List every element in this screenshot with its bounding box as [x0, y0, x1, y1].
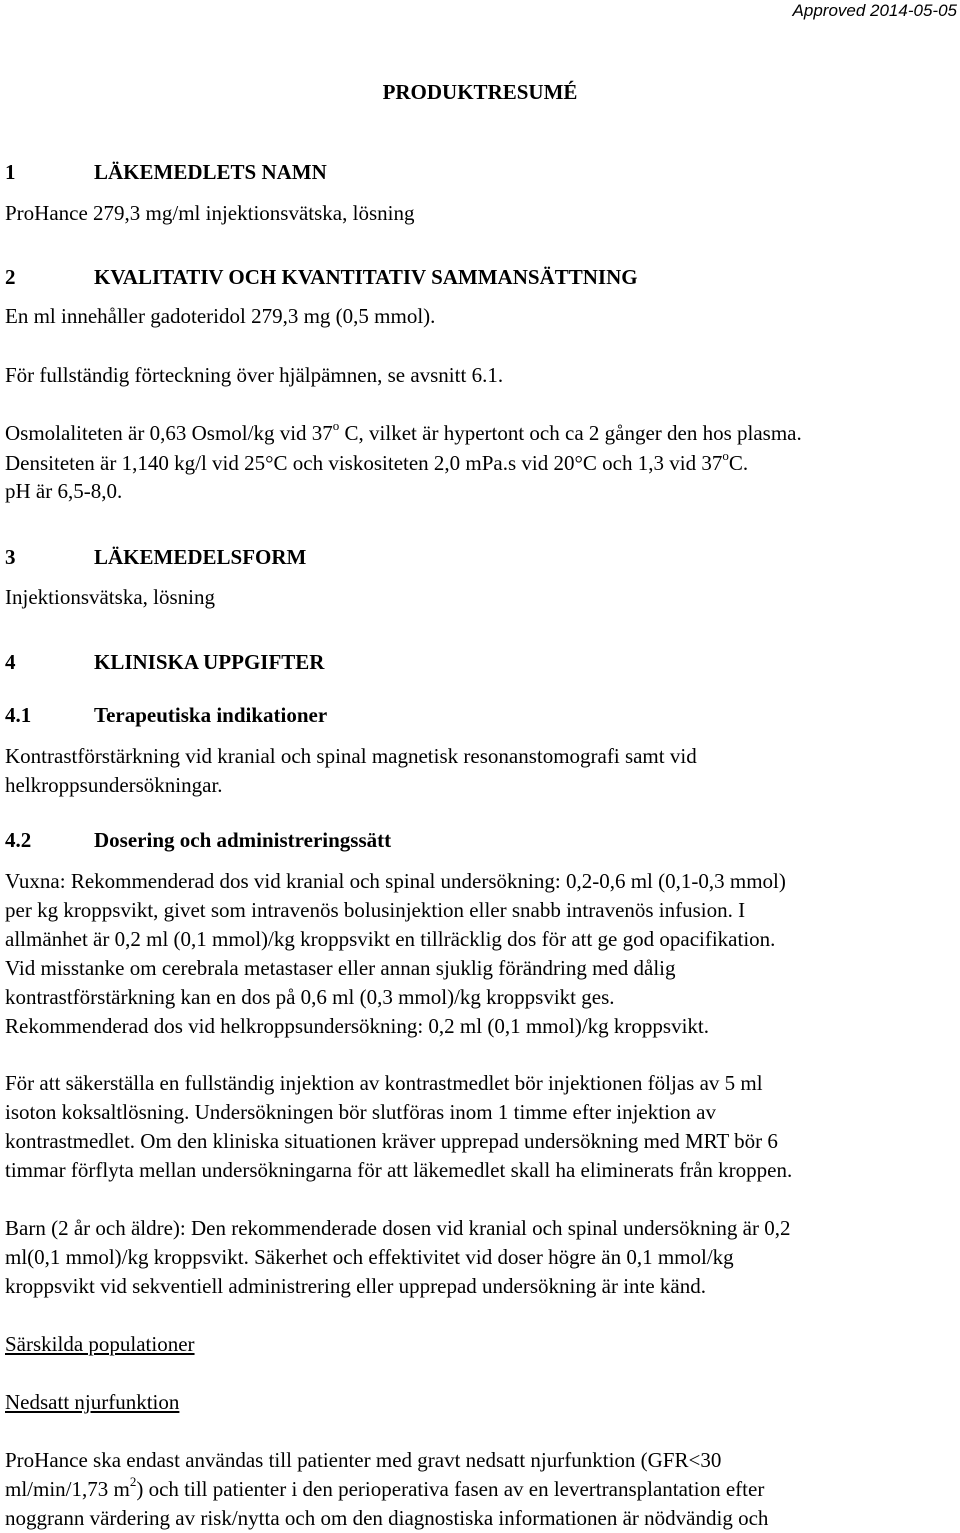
section-1-heading [5, 160, 327, 184]
dosage-line: per kg kroppsvikt, givet som intravenös bolusinjektion eller snabb intravenös infusion. I [5, 898, 746, 922]
degree-superscript: o [722, 448, 729, 463]
subsection-title: Dosering och administreringssätt [94, 828, 392, 852]
section-4-heading [5, 650, 324, 674]
dosage-line: Rekommenderad dos vid helkroppsundersökning: 0,2 ml (0,1 mmol)/kg kroppsvikt. [5, 1014, 710, 1038]
children-text: Den rekommenderade dosen vid kranial och spinal undersökning är 0,2 [191, 1216, 791, 1240]
renal-text: ml/min/1,73 m [5, 1477, 130, 1501]
section-title: KLINISKA UPPGIFTER [94, 650, 325, 674]
subsection-number: 4.1 [5, 703, 32, 727]
pharmaceutical-form: Injektionsvätska, lösning [5, 585, 215, 609]
renal-text-cont: ) och till patienter i den perioperativa fasen av en levertransplantation efter [136, 1477, 765, 1501]
section-title: LÄKEMEDELSFORM [94, 545, 307, 569]
section-number: 2 [5, 265, 16, 289]
injection-line: isoton koksaltlösning. Undersökningen bör slutföras inom 1 timme efter injektion av [5, 1100, 716, 1124]
subsection-4-1-heading [5, 703, 327, 727]
injection-line: timmar förflyta mellan undersökningarna för att läkemedlet skall ha eliminerats från kroppen. [5, 1158, 793, 1182]
excipients-reference: För fullständig förteckning över hjälpämnen, se avsnitt 6.1. [5, 363, 504, 387]
dosage-line [5, 869, 786, 893]
section-number: 4 [5, 650, 16, 674]
renal-line: noggrann värdering av risk/nytta och om den diagnostiska informationen är nödvändig och [5, 1506, 769, 1530]
composition-line: En ml innehåller gadoteridol 279,3 mg (0,5 mmol). [5, 304, 436, 328]
subsection-4-2-heading [5, 828, 391, 852]
approval-stamp: Approved 2014-05-05 [792, 1, 957, 20]
injection-line: För att säkerställa en fullständig injektion av kontrastmedlet bör injektionen följas av 5 ml [5, 1071, 763, 1095]
dosage-line: kontrastförstärkning kan en dos på 0,6 ml (0,3 mmol)/kg kroppsvikt ges. [5, 985, 615, 1009]
density-text-cont: C. [728, 451, 749, 475]
dosage-line: allmänhet är 0,2 ml (0,1 mmol)/kg kroppsvikt en tillräcklig dos för att ge god opacifikation. [5, 927, 776, 951]
indication-line: helkroppsundersökningar. [5, 773, 223, 797]
injection-line: kontrastmedlet. Om den kliniska situationen kräver upprepad undersökning med MRT bör 6 [5, 1129, 778, 1153]
section-title: KVALITATIV OCH KVANTITATIV SAMMANSÄTTNING [94, 265, 638, 289]
page-title: PRODUKTRESUMÉ [382, 80, 578, 104]
children-line [5, 1216, 791, 1240]
squared-superscript: 2 [129, 1474, 137, 1489]
children-line: ml(0,1 mmol)/kg kroppsvikt. Säkerhet och effektivitet vid doser högre än 0,1 mmol/kg [5, 1245, 734, 1269]
product-name: ProHance 279,3 mg/ml injektionsvätska, lösning [5, 201, 415, 225]
section-number: 3 [5, 545, 16, 569]
subsection-title: Terapeutiska indikationer [94, 703, 328, 727]
osmolality-text-cont: C, vilket är hypertont och ca 2 gånger den hos plasma. [339, 421, 802, 445]
renal-impairment-heading: Nedsatt njurfunktion [5, 1390, 180, 1414]
children-label: Barn (2 år och äldre): [5, 1216, 191, 1240]
subsection-number: 4.2 [5, 828, 32, 852]
section-3-heading [5, 545, 306, 569]
section-2-heading [5, 265, 638, 289]
renal-line: ProHance ska endast användas till patienter med gravt nedsatt njurfunktion (GFR<30 [5, 1448, 722, 1472]
adults-label: Vuxna: [5, 869, 71, 893]
osmolality-text: Osmolaliteten är 0,63 Osmol/kg vid 37 [5, 421, 333, 445]
ph-line: pH är 6,5-8,0. [5, 479, 123, 503]
section-number: 1 [5, 160, 16, 184]
indication-line: Kontrastförstärkning vid kranial och spinal magnetisk resonanstomografi samt vid [5, 744, 697, 768]
density-line [5, 448, 749, 475]
renal-line [5, 1474, 765, 1501]
dosage-line: Vid misstanke om cerebrala metastaser eller annan sjuklig förändring med dålig [5, 956, 676, 980]
children-line: kroppsvikt vid sekventiell administrering eller upprepad undersökning är inte känd. [5, 1274, 706, 1298]
special-populations-heading: Särskilda populationer [5, 1332, 195, 1356]
density-text: Densiteten är 1,140 kg/l vid 25°C och viskositeten 2,0 mPa.s vid 20°C och 1,3 vid 37 [5, 451, 723, 475]
degree-superscript: o [332, 418, 340, 433]
osmolality-line [5, 418, 802, 445]
dosage-text: Rekommenderad dos vid kranial och spinal undersökning: 0,2-0,6 ml (0,1-0,3 mmol) [70, 869, 786, 893]
section-title: LÄKEMEDLETS NAMN [94, 160, 327, 184]
